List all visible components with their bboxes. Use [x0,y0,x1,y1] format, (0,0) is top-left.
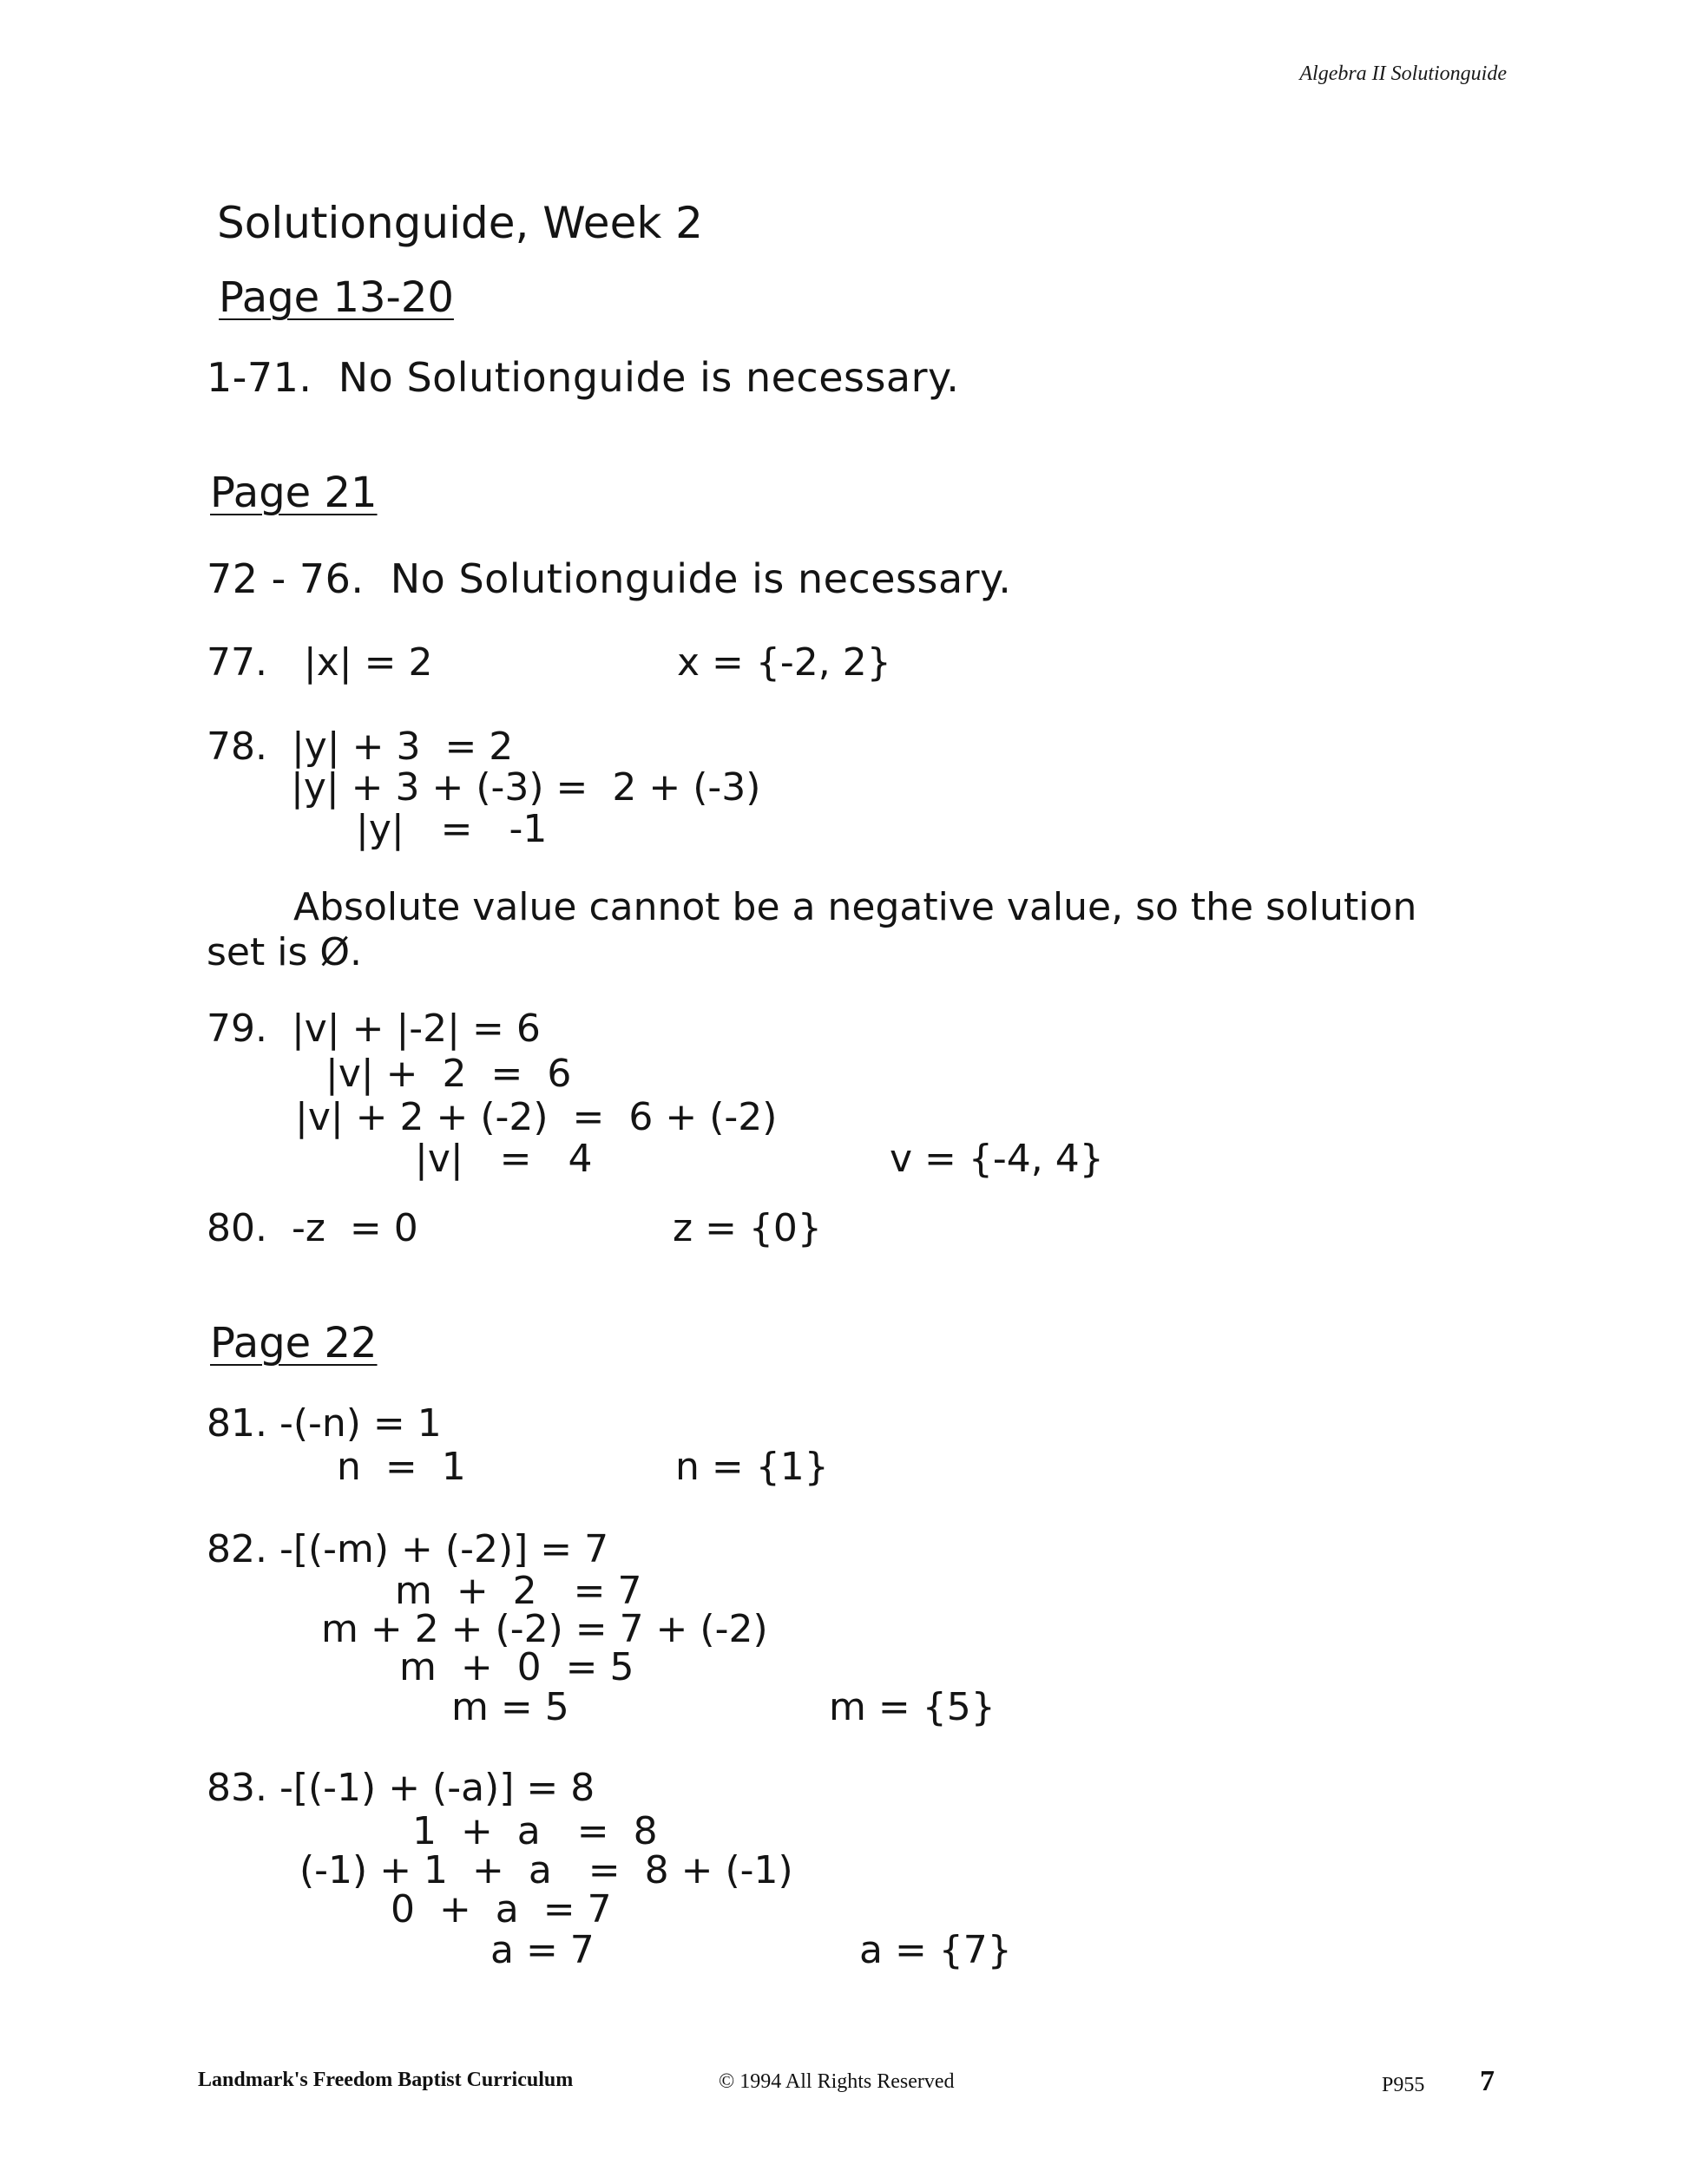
note-1-71: 1-71. No Solutionguide is necessary. [207,354,960,401]
problem-82-line-2: m + 2 = 7 [395,1569,642,1613]
problem-79-line-4: |v| = 4 [415,1137,593,1181]
problem-83-line-4: 0 + a = 7 [391,1887,612,1931]
problem-81-solution: n = {1} [675,1445,829,1489]
problem-78-line-1: 78. |y| + 3 = 2 [207,725,514,769]
problem-83-line-2: 1 + a = 8 [412,1809,658,1853]
problem-83-line-5: a = 7 [490,1928,595,1972]
problem-81-line-2: n = 1 [337,1445,466,1489]
problem-77-solution: x = {-2, 2} [677,640,891,685]
problem-78-line-3: |y| = -1 [356,807,548,851]
problem-83-solution: a = {7} [859,1928,1012,1972]
section-heading-page-22: Page 22 [210,1319,378,1367]
problem-79-line-2: |v| + 2 = 6 [325,1052,572,1096]
problem-83-line-1: 83. -[(-1) + (-a)] = 8 [207,1766,595,1810]
problem-77-equation: 77. |x| = 2 [207,640,433,685]
problem-79-line-1: 79. |v| + |-2| = 6 [207,1007,541,1051]
problem-80-equation: 80. -z = 0 [207,1206,418,1250]
section-heading-page-21: Page 21 [210,469,378,517]
footer-curriculum: Landmark's Freedom Baptist Curriculum [198,2069,574,2091]
problem-82-solution: m = {5} [829,1685,996,1729]
footer-copyright: © 1994 All Rights Reserved [719,2070,955,2093]
problem-78-explanation: Absolute value cannot be a negative value, so the solution [293,885,1417,929]
problem-78-line-2: |y| + 3 + (-3) = 2 + (-3) [291,765,761,810]
footer-code: P955 [1382,2074,1425,2096]
problem-82-line-3: m + 2 + (-2) = 7 + (-2) [321,1607,768,1651]
running-header: Algebra II Solutionguide [1299,62,1507,85]
problem-78-explanation-cont: set is Ø. [207,930,362,974]
problem-80-solution: z = {0} [673,1206,822,1250]
note-72-76: 72 - 76. No Solutionguide is necessary. [207,555,1012,602]
problem-82-line-5: m = 5 [451,1685,569,1729]
page-title: Solutionguide, Week 2 [217,198,703,248]
problem-81-line-1: 81. -(-n) = 1 [207,1401,442,1446]
section-heading-page-13-20: Page 13-20 [219,273,454,322]
page-number: 7 [1480,2065,1495,2097]
problem-83-line-3: (-1) + 1 + a = 8 + (-1) [299,1848,793,1892]
problem-79-line-3: |v| + 2 + (-2) = 6 + (-2) [295,1095,778,1139]
problem-79-solution: v = {-4, 4} [890,1137,1104,1181]
problem-82-line-1: 82. -[(-m) + (-2)] = 7 [207,1527,609,1571]
problem-82-line-4: m + 0 = 5 [399,1645,634,1689]
